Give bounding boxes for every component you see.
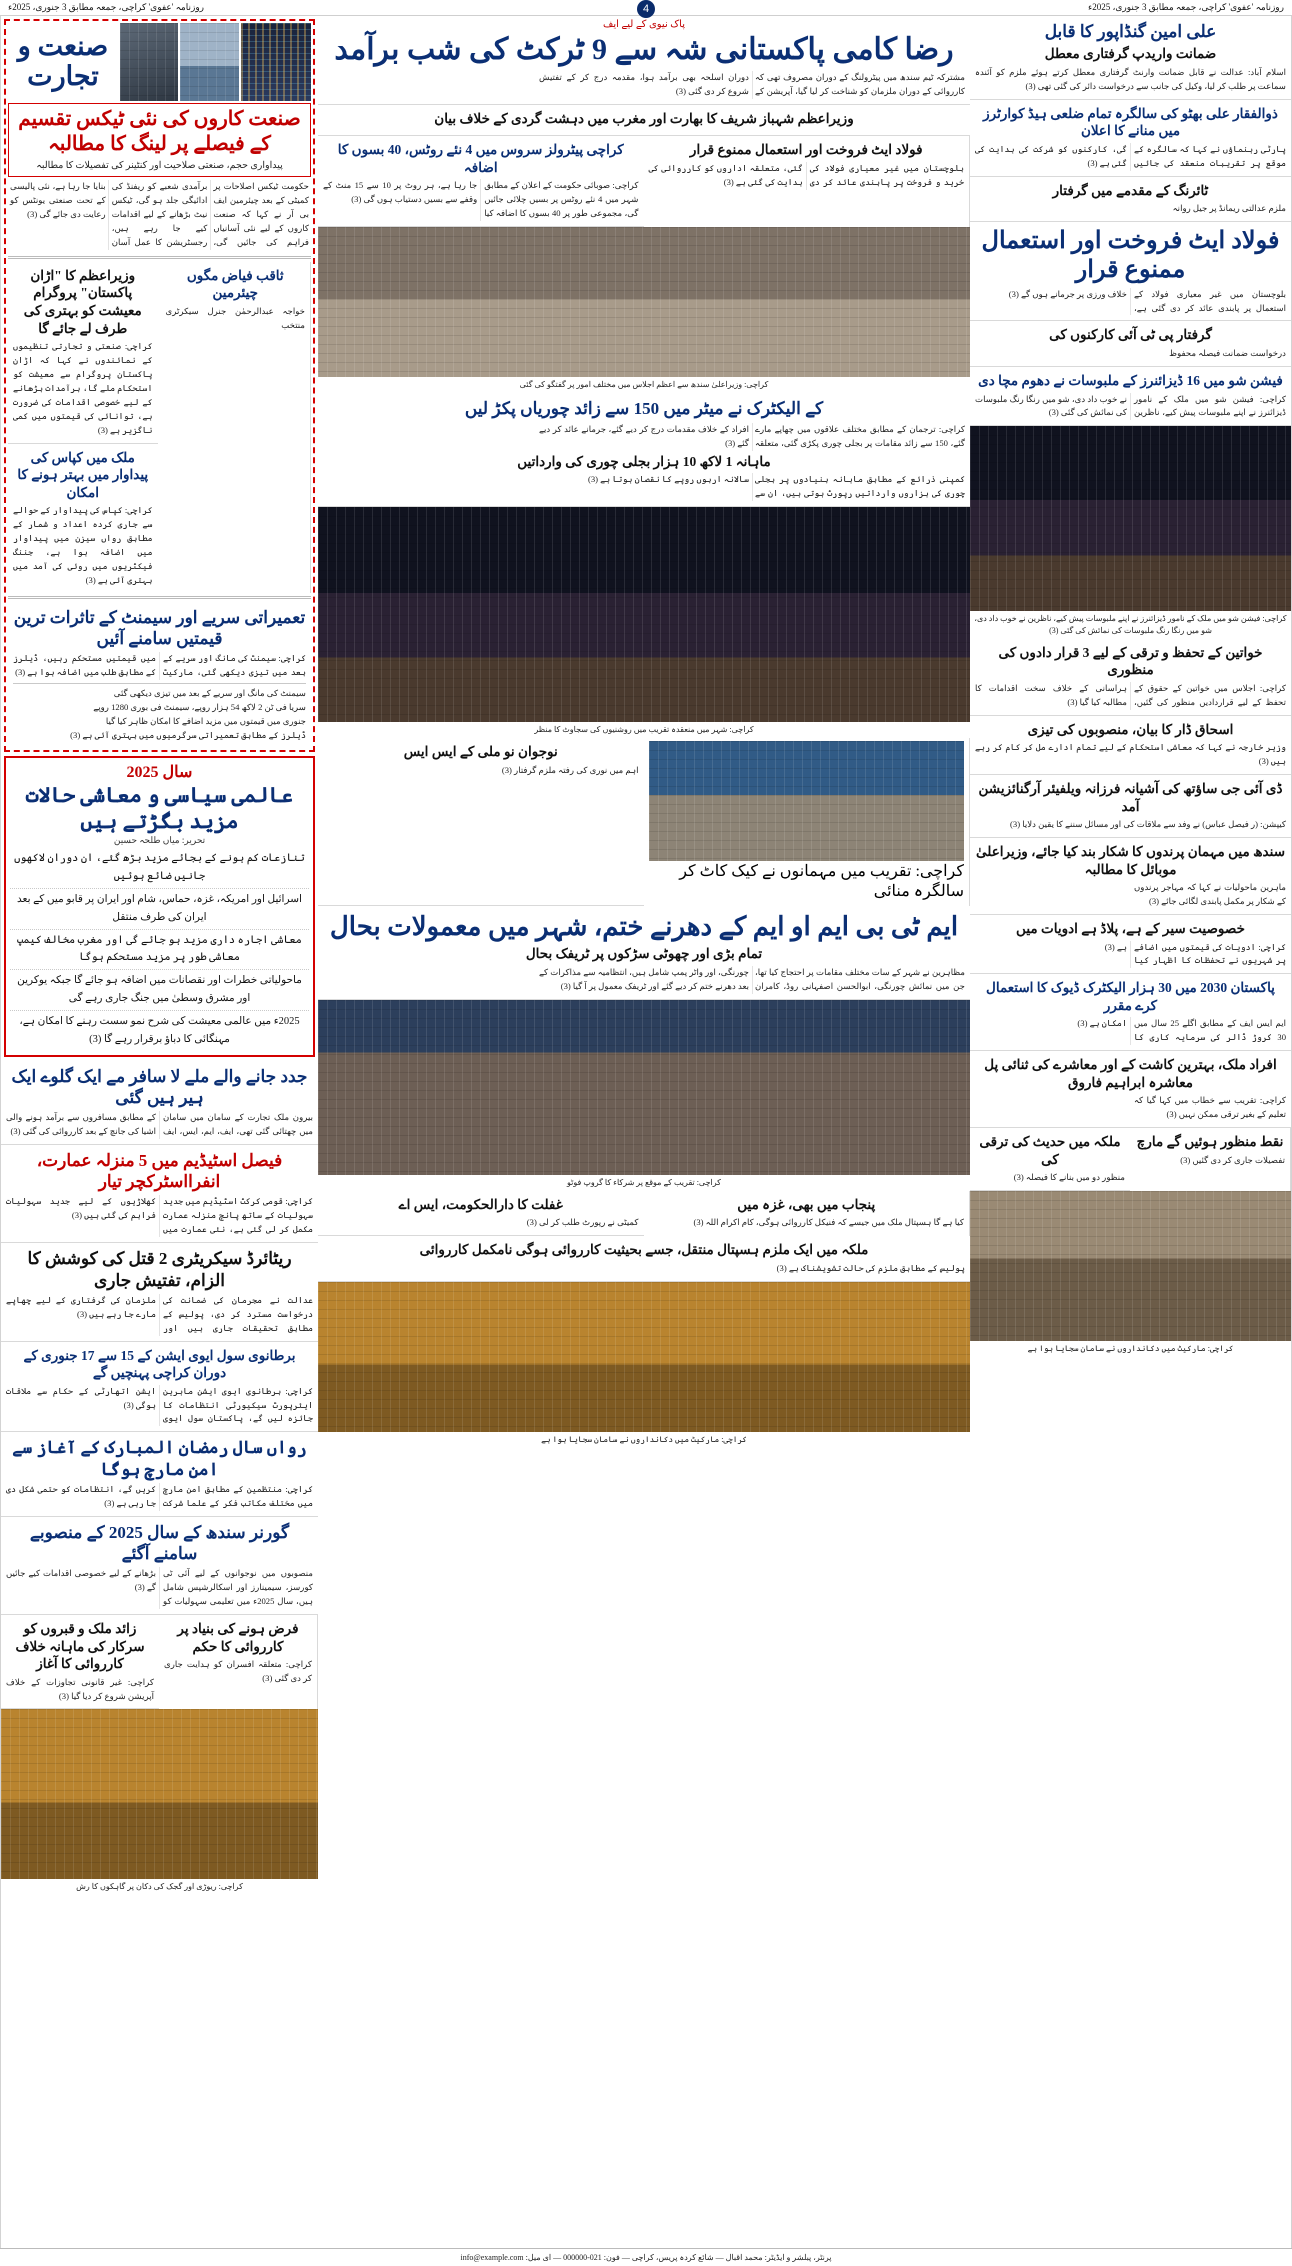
headline: ڈی آئی جی ساؤتھ کی آشیانہ فرزانہ ویلفیئر آرگنائزیشن آمد: [978, 781, 1283, 814]
photo-caption: کراچی: ریوڑی اور گجک کی دکان پر گاہکوں کا رش: [76, 1882, 243, 1892]
year-label: سال 2025: [126, 763, 193, 781]
article-text: کراچی: قومی کرکٹ اسٹیڈیم میں جدید سہولیات کے ساتھ پانچ منزلہ عمارت مکمل کر لی گئی ہے، نئی عمارت میں کھلاڑیوں کے لیے جدید سہولیات فراہم کی گئی ہیں (3): [6, 1196, 313, 1235]
headline: پنجاب میں بھی، غزہ میں: [737, 1196, 876, 1212]
photo-caption: کراچی: فیشن شو میں ملک کے نامور ڈیزائنرز نے اپنے ملبوسات پیش کیے، ناظرین نے خوب داد دی، شو میں رنگا رنگ ملبوسات کی نمائش کی گئی (3): [974, 614, 1287, 635]
bullet: 2025ء میں عالمی معیشت کی شرح نمو سست رہنے کا امکان ہے، مہنگائی کا دباؤ برقرار رہے گا (3): [19, 1015, 300, 1045]
photo-caption: کراچی: تقریب کے موقع پر شرکاء کا گروپ فوٹو: [567, 1177, 721, 1187]
stock-board-photo: [241, 23, 311, 101]
article-text: کراچی: ترجمان کے مطابق مختلف علاقوں میں چھاپے مارے گئے، 150 سے زائد مقامات پر بجلی چوری پکڑی گئی، متعلقہ افراد کے خلاف مقدمات درج کر دیے گئے، جرمانے عائد کر دیے گئے (3): [539, 423, 965, 448]
news-item: [1, 1243, 318, 1341]
headline: فرض ہونے کی بنیاد پر کارروائی کا حکم: [177, 1620, 299, 1654]
news-item: [1, 1517, 318, 1615]
wood-market-photo: [970, 1191, 1291, 1341]
commerce-header: [8, 23, 311, 101]
cement-row: سیمنٹ کی مانگ اور سریے کے بعد میں تیزی دیکھی گئی: [113, 688, 306, 699]
bullet: اسرائیل اور امریکہ، غزہ، حماس، شام اور ایران پر قابو میں کے بعد ایران کی طرف منتقل: [10, 889, 309, 930]
article-text: کراچی: صوبائی حکومت کے اعلان کے مطابق شہر میں 4 نئے روٹس پر بسیں چلائی جائیں گی، مجموعی طور پر 40 بسوں کا اضافہ کیا جا رہا ہے، ہر روٹ پر 10 سے 15 منٹ کے وقفے سے بسیں دستیاب ہوں گی (3): [323, 180, 639, 219]
headline: تعمیراتی سریے اور سیمنٹ کے تاثرات ترین قیمتیں سامنے آئیں: [13, 607, 306, 648]
news-item: [970, 838, 1291, 915]
commerce-section: [4, 19, 315, 752]
commerce-articles: [8, 262, 311, 593]
photo-caption: کراچی: وزیراعلیٰ سندھ سے اعظم اجلاس میں مختلف امور پر گفتگو کی گئی: [519, 380, 769, 390]
cake-photo: [649, 741, 965, 861]
left-column: [970, 16, 1292, 2248]
mid-pair-3: [318, 1191, 970, 1236]
lead-story: [318, 16, 970, 105]
article-text: وزیر خارجہ نے کہا کہ معاشی استحکام کے لیے تمام ادارے مل کر کام کر رہے ہیں (3): [975, 742, 1286, 767]
news-item: [644, 1191, 971, 1236]
headline: خصوصیت سیر کے ہے، پلاڈ ہے ادویات میں: [1016, 921, 1245, 936]
bullet: تنازعات کم ہونے کے بجائے مزید بڑھ گئے، ان دوران لاکھوں جانیں ضائع ہوئیں: [10, 848, 309, 889]
headline: سندھ میں مہمان پرندوں کا شکار بند کیا جائے، وزیراعلیٰ موبائل کا مطالبہ: [975, 844, 1286, 877]
night-photo-block: [318, 507, 970, 738]
article-text: کراچی: صنعتی و تجارتی تنظیموں کے نمائندوں نے کہا کہ اڑان پاکستان پروگرام سے معیشت کو استحکام ملے گا، برآمدات بڑھانے کے لیے خصوصی اقدامات کی ضرورت ہے، توانائی کی قیمتوں میں کمی ناگزیر ہے (3): [12, 341, 153, 435]
news-item: [1, 1145, 318, 1243]
cake-photo-block: [644, 738, 971, 906]
article-text: منصوبوں میں نوجوانوں کے لیے آئی ٹی کورسز، سیمینارز اور اسکالرشپس شامل ہیں، سال 2025ء میں تعلیمی سہولیات کو بڑھانے کے لیے خصوصی اقدامات کیے جائیں گے (3): [6, 1568, 313, 1607]
middle-column: [318, 16, 970, 2248]
article-text: تفصیلات جاری کر دی گئیں (3): [1180, 1154, 1285, 1165]
news-item: [318, 136, 644, 227]
news-item: [318, 1236, 970, 1281]
news-item: [970, 716, 1291, 775]
news-item: [1, 1342, 318, 1433]
mid-pair-1: [318, 136, 970, 227]
article-text: کیپشن: (ر فیصل عباس) نے وفد سے ملاقات کی اور مسائل سننے کا یقین دلایا (3): [1010, 819, 1286, 830]
headline: پاکستان 2030 میں 30 ہزار الیکٹرک ڈیوک کا استعمال کرے مقرر: [986, 980, 1275, 1013]
headline: برطانوی سول ایوی ایشن کے 15 سے 17 جنوری کے دوران کراچی پہنچیں گے: [23, 1347, 296, 1381]
commerce-lead: [8, 177, 311, 253]
news-item: [970, 100, 1291, 177]
wood-photo-block: [970, 426, 1291, 638]
article-text: بلوچستان میں غیر معیاری فولاد کے استعمال پر پابندی عائد کر دی گئی ہے، خلاف ورزی پر جرمانے ہوں گے (3): [1008, 288, 1286, 313]
right-column: [0, 16, 318, 2248]
photo-caption: کراچی: مارکیٹ میں دکانداروں نے سامان سجایا ہوا ہے: [1027, 1344, 1234, 1354]
bullet: ماحولیاتی خطرات اور نقصانات میں اضافہ ہو جائے گا جبکہ یوکرین اور مشرق وسطیٰ میں جنگ جاری رہے گی: [10, 970, 309, 1011]
office-photo-block: [318, 227, 970, 393]
headline: ملکہ میں حدیث کی ترقی کی: [979, 1134, 1121, 1167]
article-text: کمپنی ذرائع کے مطابق ماہانہ بنیادوں پر بجلی چوری کی ہزاروں وارداتیں رپورٹ ہوتی ہیں، ان سے سالانہ اربوں روپے کا نقصان ہوتا ہے (3): [587, 474, 965, 498]
headline: فولاد ایٹ فروخت اور استعمال ممنوع قرار: [689, 142, 923, 158]
news-item: [1, 1615, 159, 1709]
article-text: کراچی: ادویات کی قیمتوں میں اضافے پر شہریوں نے تحفظات کا اظہار کیا ہے (3): [1104, 941, 1286, 966]
mid-pair-2: [318, 738, 970, 906]
group-photo: [318, 1000, 970, 1175]
commerce-article: [8, 444, 158, 593]
food-photo-block: [1, 1709, 318, 1895]
headline: خواتین کے تحفظ و ترقی کے لیے 3 قرار دادوں کی منظوری: [998, 644, 1263, 678]
lead-text: مشترکہ ٹیم سندھ میں پیٹرولنگ کے دوران مصروف تھی کہ کارروائی کے دوران ملزمان کو شناخت کر لیا گیا، آپریشن کے دوران اسلحہ بھی برآمد ہوا، مقدمہ درج کر کے تفتیش شروع کر دی گئی (3): [539, 72, 965, 96]
article-text: کیا ہے گا ہسپتال ملک میں جیسے کہ فنیکل کارروائی ہوگی، کام اکرام اللہ (3): [693, 1217, 964, 1228]
bullet: معاشی اجارہ داری مزید ہو جائے گی اور مغرب مخالف کیمپ معاشی طور پر مزید مستحکم ہوگا: [10, 930, 309, 971]
office-photo: [318, 227, 970, 377]
article-text: بلوچستان میں غیر معیاری فولاد کی خرید و فروخت پر پابندی عائد کر دی گئی، متعلقہ اداروں کو کارروائی کی ہدایت کی گئی ہے (3): [648, 162, 964, 187]
headline: فیشن شو میں 16 ڈیزائنرز کے ملبوسات نے دھوم مچا دی: [978, 372, 1283, 388]
subheadline: ضمانت واریدپ گرفتاری معطل: [1044, 46, 1217, 62]
headline: فولاد ایٹ فروخت اور استعمال ممنوع قرار: [981, 228, 1280, 283]
news-item: [159, 1615, 318, 1709]
dharna-story: [318, 906, 970, 1000]
lead-kicker: پاک نیوی کے لیے ایف: [602, 19, 686, 30]
year-review-title: عالمی سیاسی و معاشی حالات مزید بگڑتے ہیں: [25, 782, 294, 833]
commerce-col-a: [8, 262, 158, 593]
news-item: [970, 222, 1291, 321]
commerce-article: [161, 262, 311, 338]
divider: [8, 256, 311, 259]
news-item: [970, 915, 1291, 974]
article-text: درخواست ضمانت فیصلہ محفوظ: [1169, 348, 1286, 359]
headline: افراد ملک، بہترین کاشت کے اور معاشرے کی ثنائی پل معاشرہ ابراہیم فاروق: [984, 1057, 1277, 1090]
subheadline: تمام بڑی اور چھوٹی سڑکوں پر ٹریفک بحال: [525, 946, 763, 962]
article-text: ملزم عدالتی ریمانڈ پر جیل روانہ: [1172, 203, 1286, 214]
headline: کراچی پیٹرولز سروس میں 4 نئے روٹس، 40 بسوں کا اضافہ: [337, 142, 624, 175]
news-item: [318, 738, 644, 906]
commerce-banner: [8, 103, 311, 177]
photo-caption: کراچی: شہر میں منعقدہ تقریب میں روشنیوں کی سجاوٹ کا منظر: [534, 724, 754, 734]
article-text: کراچی: غیر قانونی تجاوزات کے خلاف آپریشن شروع کر دیا گیا (3): [6, 1676, 154, 1701]
article-text: منظور دو میں بنانے کا فیصلہ (3): [1013, 1172, 1125, 1183]
news-item: [318, 1191, 644, 1236]
photo-caption: کراچی: مارکیٹ میں دکانداروں نے سامان سجایا ہوا ہے: [541, 1434, 747, 1444]
headline: گورنر سندھ کے سال 2025 کے منصوبے سامنے آگئے: [29, 1522, 290, 1563]
headline: نقط منظور ہوئیں گے مارچ: [1136, 1134, 1284, 1150]
headline: رواں سال رمضان المبارک کے آغاز سے امن مارچ ہوگا: [12, 1438, 307, 1479]
commerce-banner-sub: پیداواری حجم، صنعتی صلاحیت اور کنٹینر کی تفصیلات کا مطالبہ: [36, 161, 283, 171]
headline: زائد ملک و قبروں کو سرکار کی ماہانہ خلاف کارروائی کا آغاز: [15, 1620, 145, 1672]
news-item: [1130, 1128, 1291, 1191]
headline: علی امین گنڈاپور کا قابل: [1044, 22, 1217, 41]
commerce-section-title: صنعت و تجارت: [17, 31, 109, 91]
page-body: [0, 16, 1292, 2248]
right-news-list: [1, 1061, 318, 1896]
article-text: خواجہ عبدالرحمٰن جنرل سیکرٹری منتخب: [165, 305, 305, 330]
headline: وزیراعظم کا "اڑان پاکستان" پروگرام معیشت کو بہتری کی طرف لے جائے گا: [23, 267, 142, 336]
year-review-bullets: [10, 848, 309, 1050]
headline: فیصل اسٹیڈیم میں 5 منزلہ عمارت، انفرااسٹرکچر تیار: [36, 1150, 283, 1192]
article-text: اہم میں نوری کی رفتہ ملزم گرفتار (3): [501, 764, 639, 775]
news-item: [970, 1128, 1130, 1191]
article-text: اسلام آباد: عدالت نے قابل ضمانت وارنٹ گرفتاری معطل کرتے ہوئے ملزم کو آئندہ سماعت پر طلب کر لیا، وکیل کی جانب سے درخواست دائر کی گئی تھی (3): [975, 66, 1286, 91]
right-bottom-pair: [1, 1615, 318, 1709]
article-text: عدالت نے مجرمان کی ضمانت کی درخواست مسترد کر دی، پولیس کے مطابق تحقیقات جاری ہیں اور ملزمان کی گرفتاری کے لیے چھاپے مارے جا رہے ہیں (3): [6, 1294, 313, 1333]
news-item: [1, 1061, 318, 1145]
byline: تحریر: میاں طلحہ حسین: [113, 835, 206, 846]
article-text: کراچی: برطانوی ایوی ایشن ماہرین ایئرپورٹ سیکیورٹی انتظامات کا جائزہ لیں گے، پاکستان سول ایوی ایشن اتھارٹی کے حکام سے ملاقات ہوگی (3): [6, 1385, 313, 1424]
subheadline: ماہانہ 1 لاکھ 10 ہزار بجلی چوری کی وارداتیں: [517, 453, 771, 469]
news-item: [970, 1051, 1291, 1128]
cement-row: جنوری میں قیمتوں میں مزید اضافے کا امکان ظاہر کیا گیا: [105, 715, 306, 726]
headline: کے الیکٹرک نے میٹر میں 150 سے زائد چوریاں پکڑ لیں: [464, 399, 824, 419]
headline: گرفتار پی ٹی آئی کارکنوں کی: [1049, 327, 1212, 343]
night-photo: [318, 507, 970, 722]
news-item: [644, 136, 971, 227]
city-night-photo: [970, 426, 1291, 611]
building-photo: [120, 23, 178, 101]
headline: ملکہ میں ایک ملزم ہسپتال منتقل، جسے بحیثیت کارروائی ہوگی نامکمل کارروائی: [419, 1242, 869, 1258]
group-photo-block: [318, 1000, 970, 1191]
article-text: پارٹی رہنماؤں نے کہا کہ سالگرہ کے موقع پر تقریبات منعقد کی جائیں گی، کارکنوں کو شرکت کی ہدایت کی گئی ہے (3): [975, 143, 1286, 168]
cement-article: [8, 602, 311, 748]
commerce-banner-headline: صنعت کاروں کی نئی ٹیکس تقسیم کے فیصلے پر لینگ کا مطالبہ: [18, 108, 301, 155]
article-text: کراچی: کپاس کی پیداوار کے حوالے سے جاری کردہ اعداد و شمار کے مطابق رواں سیزن میں پیداوار میں اضافہ ہوا ہے، جننگ فیکٹریوں میں روئی کی آمد میں بہتری آئی ہے (3): [13, 505, 153, 585]
headline: ایم ٹی بی ایم او ایم کے دھرنے ختم، شہر میں معمولات بحال: [329, 912, 959, 942]
headline: اسحاق ڈار کا بیان، منصوبوں کی تیزی: [1027, 721, 1234, 737]
headline: ثاقب فیاض مگوں چیئرمین: [186, 267, 284, 301]
news-item: [970, 321, 1291, 366]
photo-caption: کراچی: تقریب میں مہمانوں نے کیک کاٹ کر سالگرہ منائی: [679, 863, 964, 901]
headline: غفلت کا دارالحکومت، ایس اے: [398, 1196, 563, 1212]
article-text: ماہرین ماحولیات نے کہا کہ مہاجر پرندوں کے شکار پر مکمل پابندی لگائی جائے (3): [1134, 882, 1286, 907]
article-text: کراچی: تقریب سے خطاب میں کہا گیا کہ تعلیم کے بغیر ترقی ممکن نہیں (3): [1134, 1095, 1286, 1120]
headline: جدد جانے والے ملے لا سافر مے ایک گلوے ایک ہیر ہیں گئی: [11, 1066, 308, 1107]
article-text: کراچی: اجلاس میں خواتین کے حقوق کے تحفظ کے لیے قراردادیں منظور کی گئیں، ہراسانی کے خلاف سخت اقدامات کا مطالبہ کیا گیا (3): [975, 682, 1286, 707]
commerce-article: [8, 262, 158, 444]
headline: ذوالفقار علی بھٹو کی سالگرہ تمام ضلعی ہیڈ کوارٹرز میں منانے کا اعلان: [983, 105, 1278, 139]
headline: نوجوان نو ملی کے ایس ایس: [403, 744, 558, 760]
news-item: [318, 393, 970, 506]
headline: وزیراعظم شہباز شریف کا بھارت اور مغرب میں دہشت گردی کے خلاف بیان: [434, 110, 854, 126]
news-item: [1, 1432, 318, 1516]
news-item: [970, 367, 1291, 426]
article-text: کمیٹی نے رپورٹ طلب کر لی (3): [526, 1217, 639, 1228]
headline: ٹائرنگ کے مقدمے میں گرفتار: [1052, 182, 1209, 198]
divider: [8, 596, 311, 599]
page-number: 4: [637, 0, 655, 18]
commerce-lead-text: حکومت ٹیکس اصلاحات پر کمیٹی کے بعد چیئرمین ایف بی آر نے کہا کہ صنعت کاروں کے لیے نئی آسانیاں فراہم کی جائیں گی، برآمدی شعبے کو ریفنڈ کی ادائیگی جلد ہو گی، ٹیکس نیٹ بڑھانے کے لیے اقدامات کیے جا رہے ہیں، رجسٹریشن کا عمل آسان بنایا جا رہا ہے، نئی پالیسی کے تحت صنعتی یونٹس کو رعایت دی جائے گی (3): [10, 181, 309, 247]
year-review-box: [4, 756, 315, 1057]
headline: ملک میں کپاس کی پیداوار میں بہتر ہونے کا امکان: [17, 449, 149, 500]
ship-photo: [180, 23, 238, 101]
wood-market-photo-block: [970, 1191, 1291, 1357]
page-footer: پرنٹر، پبلشر و ایڈیٹر: محمد اقبال — شائع کردہ پریس، کراچی — فون: 021-000000 — ای میل: info@example.com: [0, 2248, 1292, 2266]
lead-headline: رضا کامی پاکستانی شہ سے 9 ٹرکٹ کی شب برآمد: [334, 33, 954, 66]
cement-row: ڈیلرز کے مطابق تعمیراتی سرگرمیوں میں بہتری آئی ہے (3): [70, 729, 306, 740]
headline: ریٹائرڈ سیکریٹری 2 قتل کی کوشش کا الزام، تفتیش جاری: [27, 1249, 292, 1290]
sweets-photo: [318, 1282, 970, 1432]
article-text: کراچی: منتظمین کے مطابق امن مارچ میں مختلف مکاتب فکر کے علما شرکت کریں گے، انتظامات کو حتمی شکل دی جا رہی ہے (3): [6, 1483, 313, 1508]
news-item: [970, 177, 1291, 222]
masthead-left-text: روزنامہ 'عفوی' کراچی، جمعہ مطابق 3 جنوری، 2025ء: [1087, 2, 1284, 12]
article-text: پولیس کے مطابق ملزم کی حالت تشویشناک ہے (3): [776, 1262, 965, 1273]
shop-photo-block: [318, 1282, 970, 1448]
commerce-col-b: [161, 262, 312, 593]
left-bottom-pair: [970, 1128, 1291, 1191]
article-text: بیرون ملک تجارت کے سامان میں سامان میں چھتائی گئی تھی، ایف، ایم، ایس، ایف کے مطابق مسافروں سے برآمد ہونے والی اشیا کی جانچ کے بعد کارروائی کی گئی (3): [6, 1112, 313, 1137]
food-photo: [1, 1709, 318, 1879]
divider: [13, 683, 306, 684]
news-item: [970, 639, 1291, 716]
cement-row: سریا فی ٹن 2 لاکھ 54 ہزار روپے، سیمنٹ فی بوری 1280 روپے: [93, 701, 306, 712]
article-text: ایم ایس ایف کے مطابق اگلے 25 سال میں 30 کروڑ ڈالر کی سرمایہ کاری کا امکان ہے (3): [1077, 1018, 1286, 1043]
article-text: کراچی: متعلقہ افسران کو ہدایت جاری کر دی گئی (3): [164, 1659, 312, 1683]
news-item: [970, 974, 1291, 1051]
left-top-story: [970, 16, 1291, 100]
article-text: مظاہرین نے شہر کے سات مختلف مقامات پر احتجاج کیا تھا، جن میں نمائش چورنگی، ابوالحسن اصفہانی روڈ، کامران چورنگی، اور واٹر پمپ شامل ہیں، انتظامیہ سے مذاکرات کے بعد دھرنے ختم کر دیے گئے اور ٹریفک معمول پر آ گیا (3): [539, 966, 965, 991]
sub-story: [318, 105, 970, 137]
article-text: کراچی: فیشن شو میں ملک کے نامور ڈیزائنرز نے اپنے ملبوسات پیش کیے، ناظرین نے خوب داد دی، شو میں رنگا رنگ ملبوسات کی نمائش کی گئی (3): [975, 393, 1286, 418]
article-text: کراچی: سیمنٹ کی مانگ اور سریے کے بعد میں تیزی دیکھی گئی، مارکیٹ میں قیمتیں مستحکم رہیں، ڈیلرز کے مطابق طلب میں اضافہ ہوا ہے (3): [13, 653, 306, 678]
masthead-right-text: روزنامہ 'عفوی' کراچی، جمعہ مطابق 3 جنوری، 2025ء: [8, 2, 205, 12]
news-item: [970, 775, 1291, 838]
